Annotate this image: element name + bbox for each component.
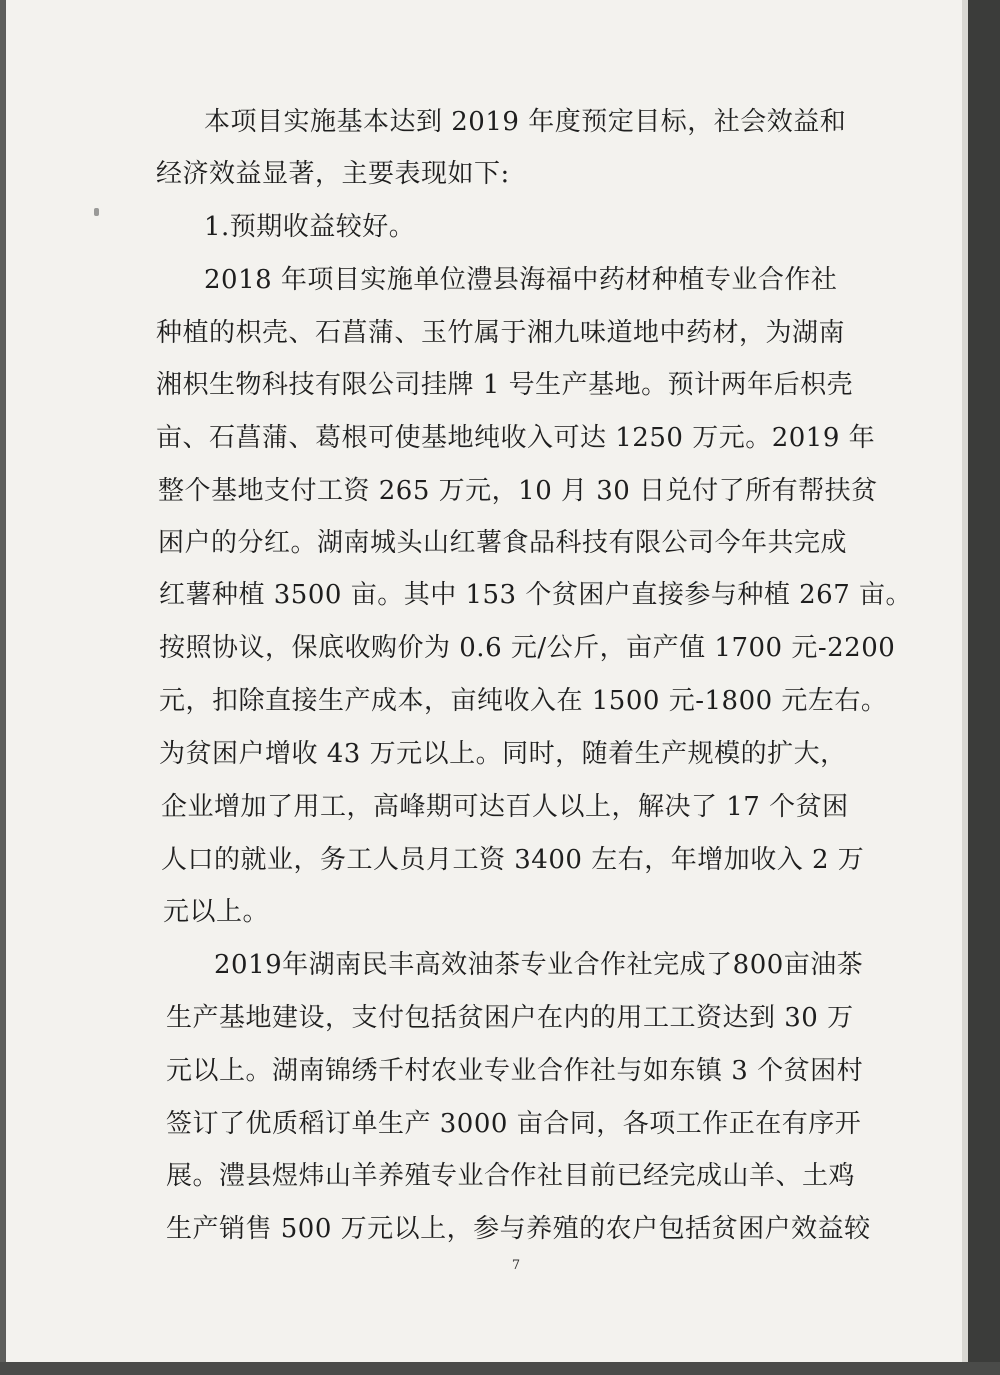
- text-line: 亩、石菖蒲、葛根可使基地纯收入可达 1250 万元。2019 年: [156, 423, 876, 453]
- text-line: 元以上。湖南锦绣千村农业专业合作社与如东镇 3 个贫困村: [166, 1056, 864, 1086]
- text-line: 按照协议，保底收购价为 0.6 元/公斤，亩产值 1700 元-2200: [159, 633, 896, 663]
- text-line: 元以上。: [163, 897, 270, 927]
- text-line: 为贫困户增收 43 万元以上。同时，随着生产规模的扩大，: [159, 739, 847, 769]
- scanner-border-right: [968, 0, 1000, 1375]
- text-line: 困户的分红。湖南城头山红薯食品科技有限公司今年共完成: [158, 528, 848, 558]
- text-line: 生产基地建设，支付包括贫困户在内的用工工资达到 30 万: [166, 1003, 854, 1033]
- text-line: 经济效益显著，主要表现如下:: [156, 159, 510, 189]
- scan-speck: [94, 208, 99, 216]
- text-line: 生产销售 500 万元以上，参与养殖的农户包括贫困户效益较: [166, 1214, 871, 1244]
- page-number: 7: [511, 1258, 521, 1273]
- text-line: 元，扣除直接生产成本，亩纯收入在 1500 元-1800 元左右。: [159, 686, 888, 716]
- text-line: 整个基地支付工资 265 万元，10 月 30 日兑付了所有帮扶贫: [158, 476, 878, 506]
- text-line: 种植的枳壳、石菖蒲、玉竹属于湘九味道地中药材，为湖南: [156, 318, 846, 348]
- text-line: 湘枳生物科技有限公司挂牌 1 号生产基地。预计两年后枳壳: [156, 370, 854, 400]
- text-line: 本项目实施基本达到 2019 年度预定目标，社会效益和: [204, 107, 847, 137]
- text-line: 展。澧县煜炜山羊养殖专业合作社目前已经完成山羊、土鸡: [166, 1161, 856, 1191]
- paper-page: [6, 0, 962, 1362]
- scanner-border-bottom: [0, 1362, 1000, 1375]
- text-line: 企业增加了用工，高峰期可达百人以上，解决了 17 个贫困: [161, 792, 849, 822]
- text-line: 人口的就业，务工人员月工资 3400 左右，年增加收入 2 万: [161, 845, 865, 875]
- text-line: 红薯种植 3500 亩。其中 153 个贫困户直接参与种植 267 亩。: [159, 580, 913, 610]
- text-line: 1.预期收益较好。: [204, 212, 416, 242]
- text-line: 2018 年项目实施单位澧县海福中药材种植专业合作社: [204, 265, 838, 295]
- text-line: 2019年湖南民丰高效油茶专业合作社完成了800亩油茶: [214, 950, 864, 980]
- text-line: 签订了优质稻订单生产 3000 亩合同，各项工作正在有序开: [166, 1109, 862, 1139]
